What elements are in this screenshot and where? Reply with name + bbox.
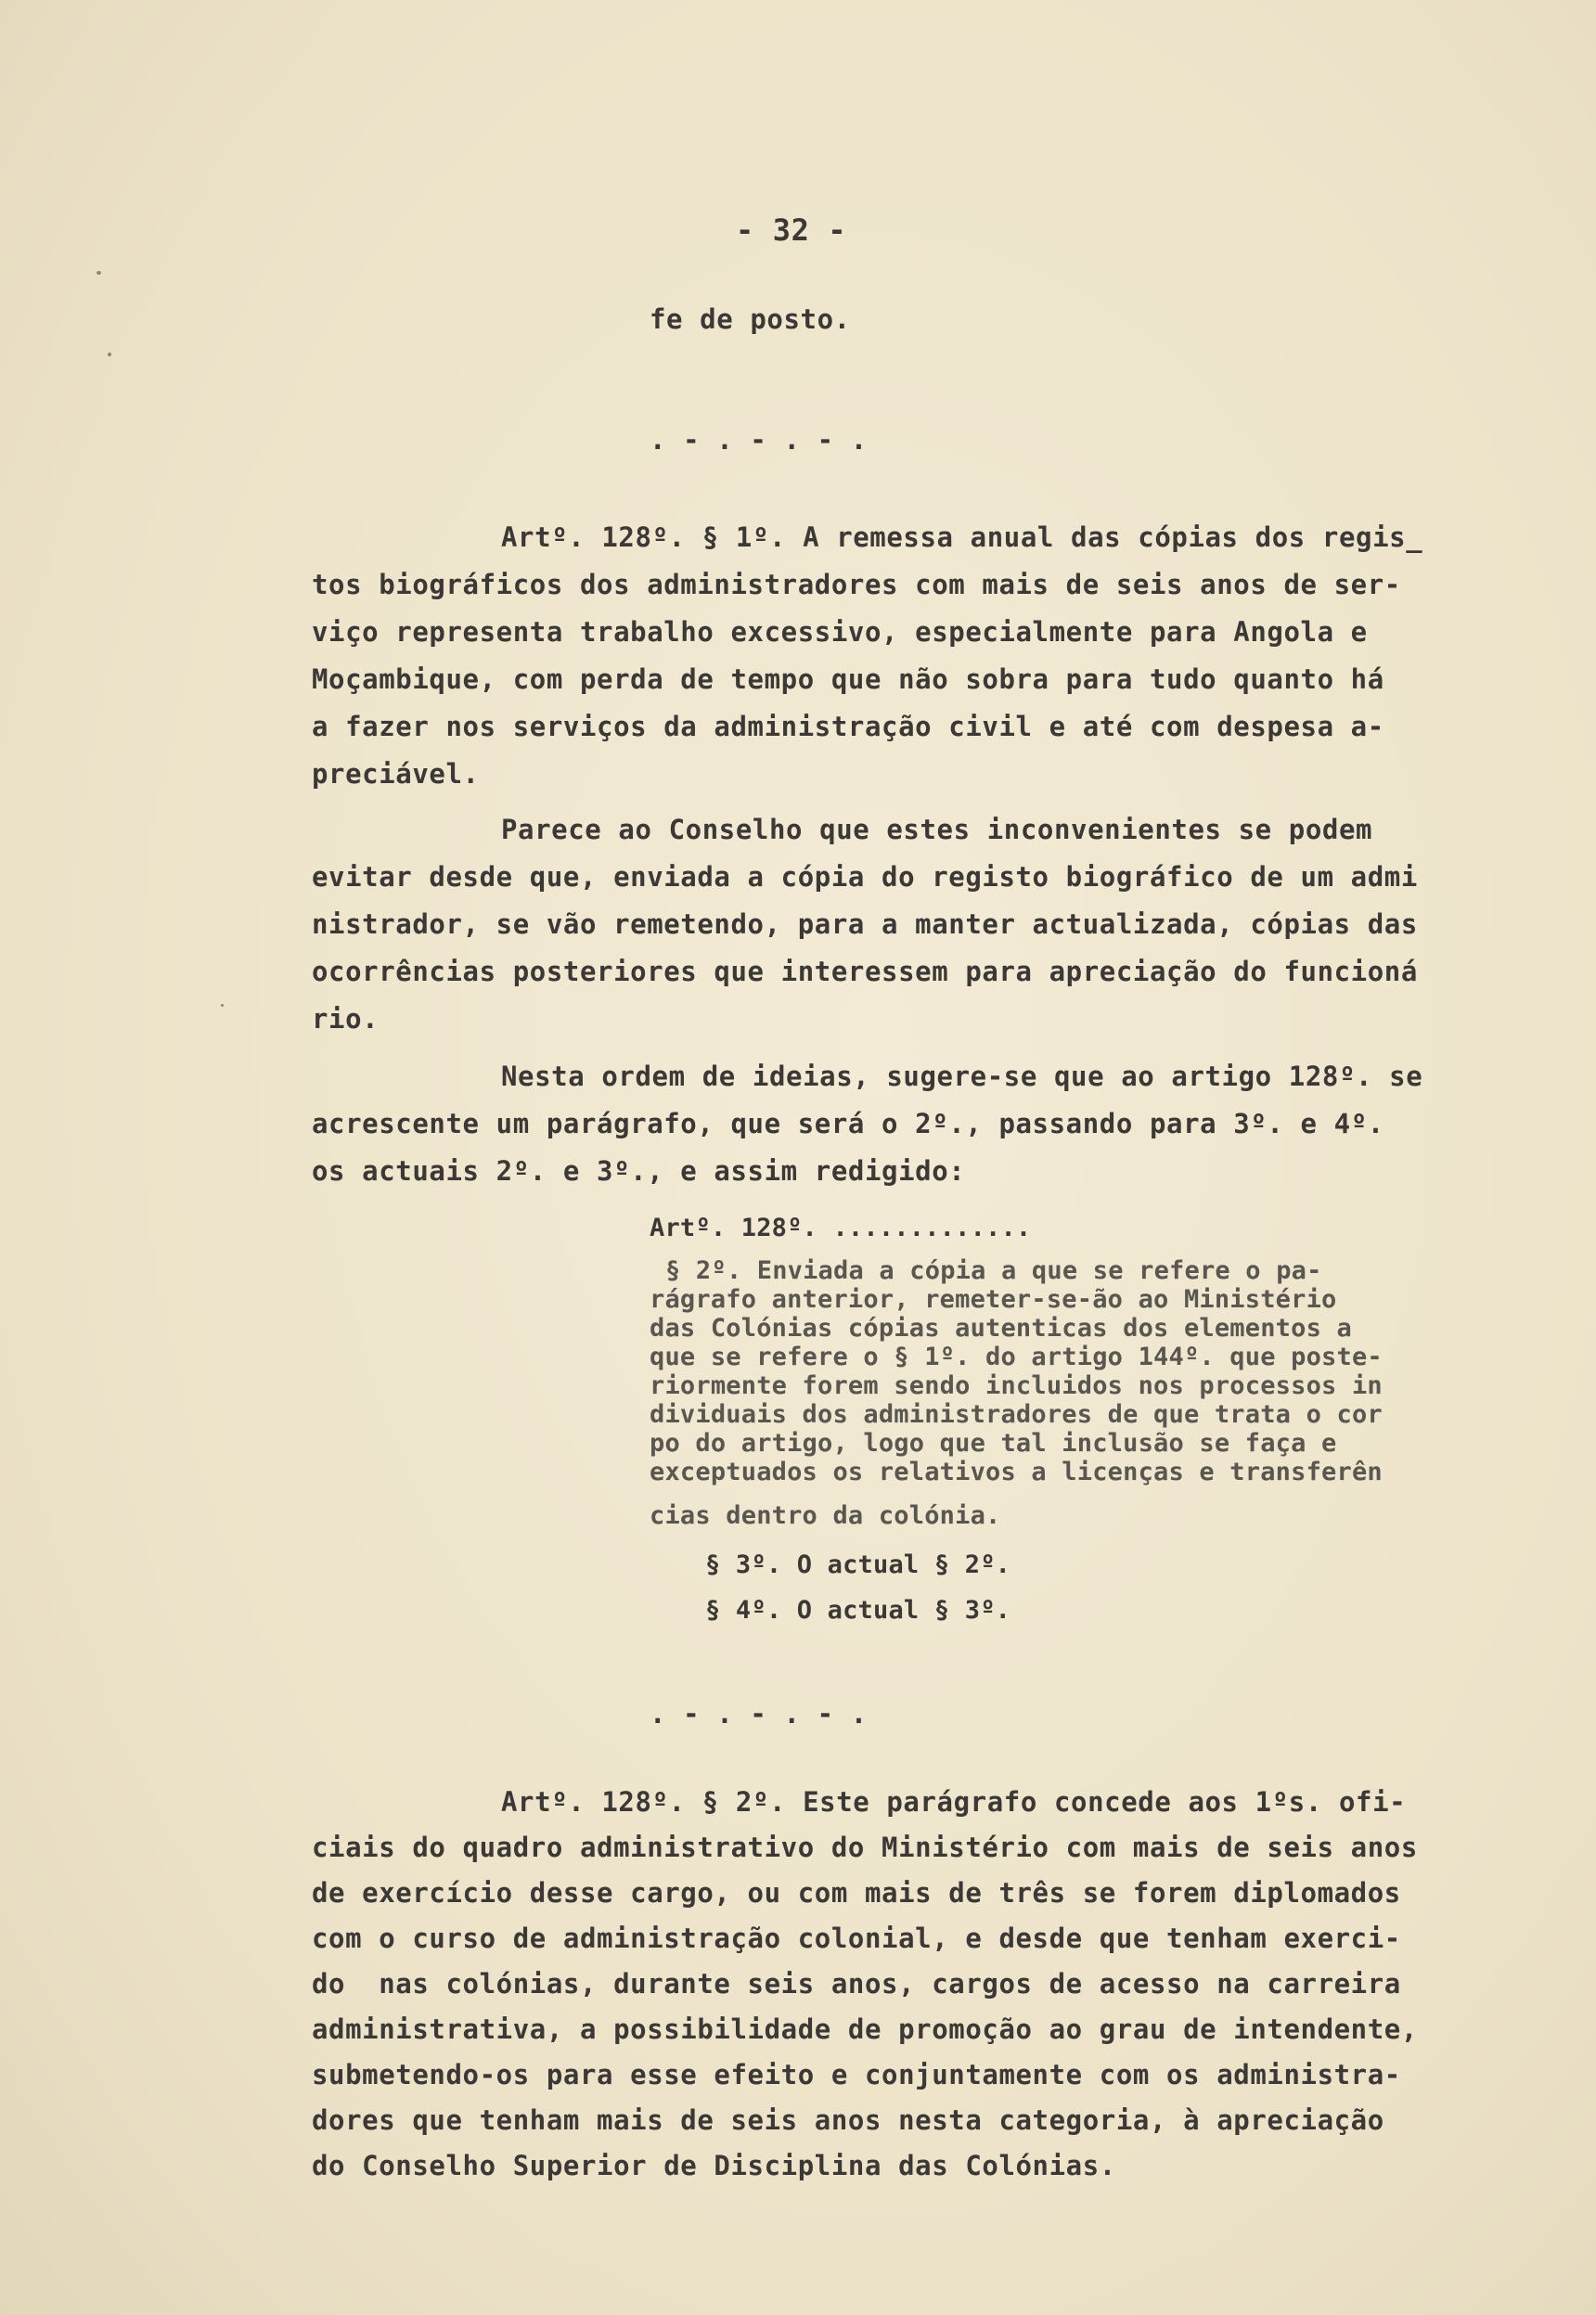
quoted-text-line: riormente forem sendo incluidos nos processos in: [650, 1371, 1383, 1400]
text-line: nistrador, se vão remetendo, para a manter actualizada, cópias das: [312, 908, 1418, 940]
quoted-text-line: § 3º. O actual § 2º.: [705, 1550, 1011, 1579]
quoted-text-line: dividuais dos administradores de que trata o cor: [650, 1400, 1383, 1429]
text-line: submetendo-os para esse efeito e conjuntamente com os administra-: [312, 2059, 1401, 2090]
text-line: preciável.: [312, 758, 480, 790]
quoted-text-line: cias dentro da colónia.: [650, 1501, 1001, 1530]
text-line: Nesta ordem de ideias, sugere-se que ao artigo 128º. se: [501, 1061, 1423, 1092]
text-line: do Conselho Superior de Disciplina das Colónias.: [312, 2150, 1116, 2181]
section-separator: . - . - . - .: [650, 424, 868, 456]
paper-speck: [108, 353, 111, 356]
text-line: do nas colónias, durante seis anos, cargos de acesso na carreira: [312, 1968, 1401, 2000]
text-line: os actuais 2º. e 3º., e assim redigido:: [312, 1155, 966, 1187]
quoted-text-line: exceptuados os relativos a licenças e transferên: [650, 1458, 1383, 1486]
text-line: administrativa, a possibilidade de promoção ao grau de intendente,: [312, 2013, 1418, 2045]
quoted-text-line: § 4º. O actual § 3º.: [705, 1596, 1011, 1625]
text-line: Parece ao Conselho que estes inconvenientes se podem: [501, 814, 1373, 845]
text-line: rio.: [312, 1003, 380, 1035]
text-line: viço representa trabalho excessivo, especialmente para Angola e: [312, 616, 1368, 648]
text-line: Moçambique, com perda de tempo que não sobra para tudo quanto há: [312, 663, 1384, 695]
section-separator: . - . - . - .: [650, 1698, 868, 1730]
text-line: ciais do quadro administrativo do Ministério com mais de seis anos: [312, 1832, 1418, 1863]
text-line: fe de posto.: [650, 303, 851, 335]
text-line: de exercício desse cargo, ou com mais de três se forem diplomados: [312, 1877, 1401, 1909]
quoted-text-line: que se refere o § 1º. do artigo 144º. que poste-: [650, 1343, 1383, 1371]
text-line: evitar desde que, enviada a cópia do registo biográfico de um admi: [312, 861, 1418, 893]
quoted-article-heading: Artº. 128º. .............: [650, 1214, 1032, 1242]
text-line: Artº. 128º. § 1º. A remessa anual das cópias dos regis_: [501, 521, 1423, 553]
quoted-text-line: po do artigo, logo que tal inclusão se faça e: [650, 1429, 1337, 1458]
text-line: com o curso de administração colonial, e desde que tenham exerci-: [312, 1923, 1401, 1954]
text-line: tos biográficos dos administradores com mais de seis anos de ser-: [312, 569, 1401, 600]
page-number: - 32 -: [736, 212, 847, 248]
paper-speck: [97, 271, 101, 275]
quoted-text-line: das Colónias cópias autenticas dos elementos a: [650, 1314, 1352, 1343]
text-line: ocorrências posteriores que interessem para apreciação do funcioná: [312, 956, 1418, 987]
text-line: dores que tenham mais de seis anos nesta categoria, à apreciação: [312, 2104, 1384, 2136]
paper-speck: [221, 1004, 224, 1007]
text-line: Artº. 128º. § 2º. Este parágrafo concede aos 1ºs. ofi-: [501, 1786, 1407, 1818]
quoted-text-line: rágrafo anterior, remeter-se-ão ao Ministério: [650, 1285, 1337, 1314]
quoted-text-line: § 2º. Enviada a cópia a que se refere o pa-: [665, 1256, 1322, 1285]
text-line: a fazer nos serviços da administração civil e até com despesa a-: [312, 711, 1384, 742]
text-line: acrescente um parágrafo, que será o 2º., passando para 3º. e 4º.: [312, 1108, 1384, 1139]
